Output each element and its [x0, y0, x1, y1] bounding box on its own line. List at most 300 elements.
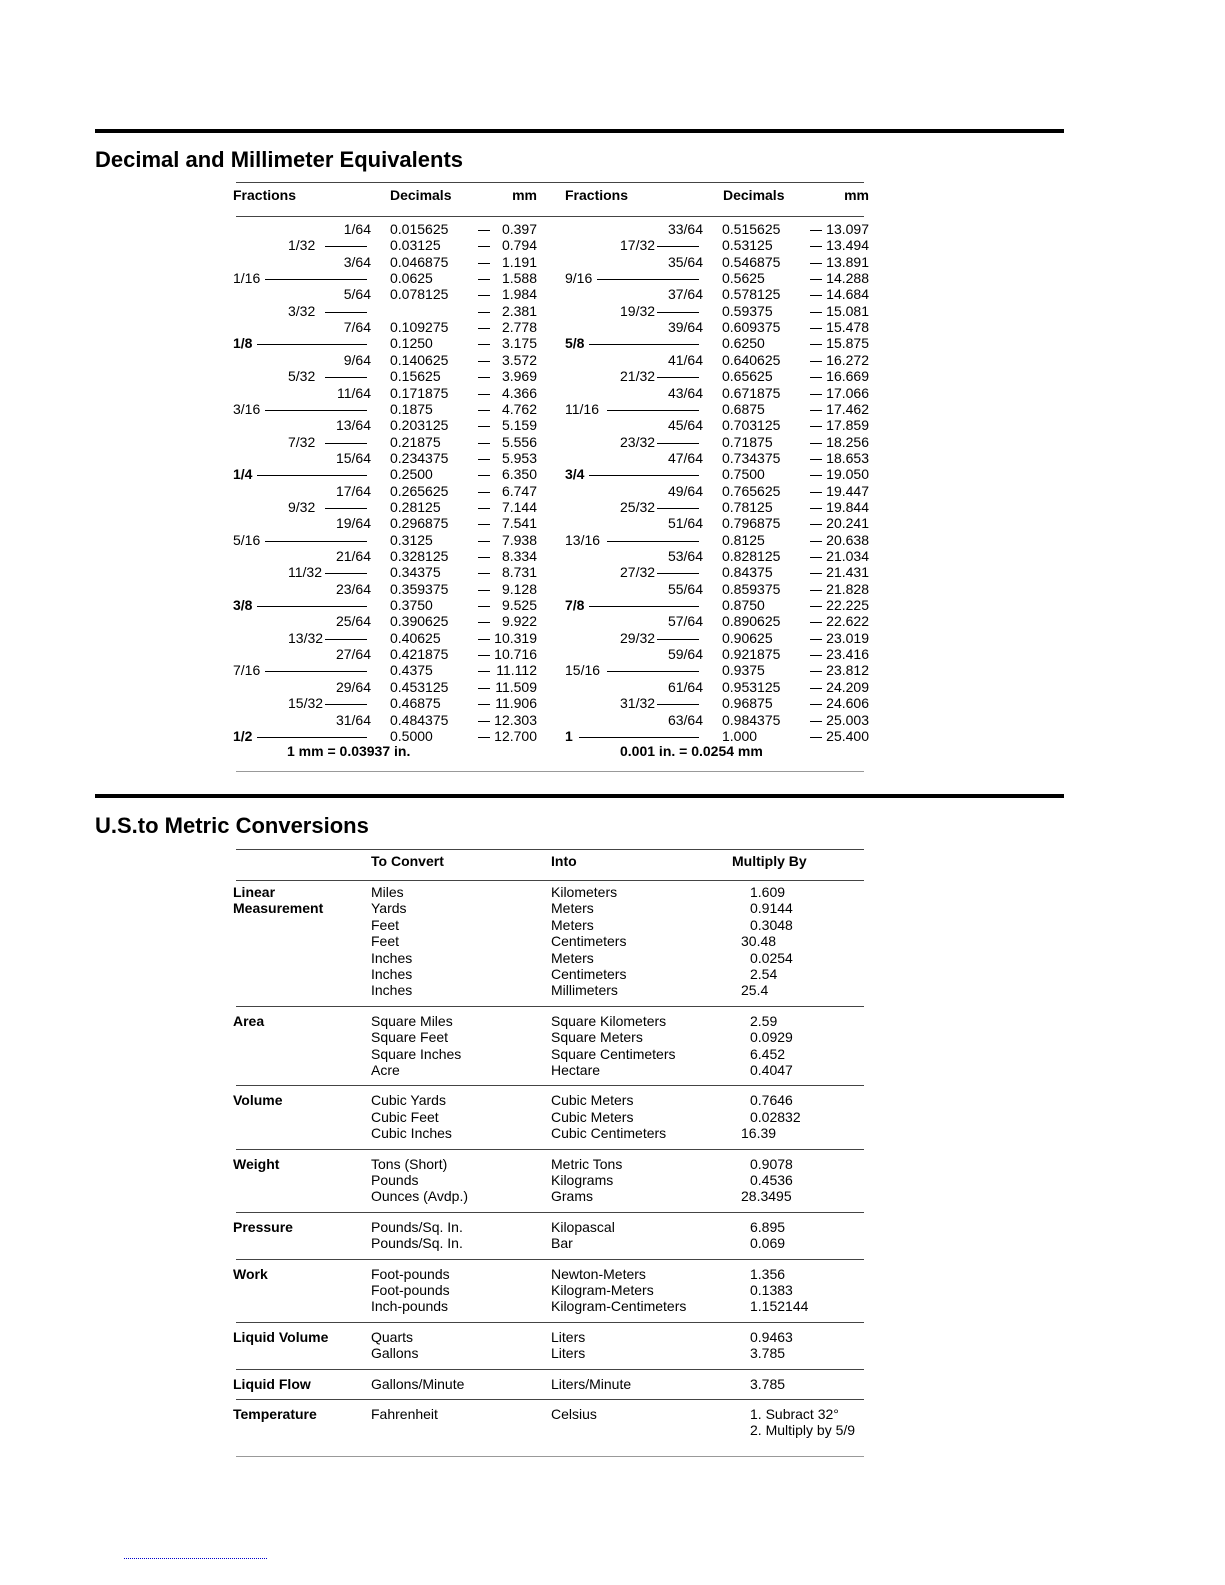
decimal-value: 0.421875: [390, 646, 449, 663]
convert-into: Celsius: [551, 1406, 597, 1422]
dash: [478, 410, 490, 411]
dash: [478, 328, 490, 329]
convert-into: Centimeters: [551, 933, 627, 950]
mm-value: 20.241: [826, 515, 869, 532]
decimal-value: 0.8750: [722, 597, 765, 614]
dash: [478, 541, 490, 542]
group-divider: [236, 1259, 864, 1260]
convert-into: Square Centimeters: [551, 1045, 676, 1062]
col-header-multiply-by: Multiply By: [732, 853, 807, 869]
leader-line: [325, 639, 367, 640]
dash: [810, 459, 822, 460]
decimal-value: 0.90625: [722, 629, 773, 646]
convert-into: Cubic Meters: [551, 1108, 634, 1125]
convert-from: Gallons: [371, 1345, 419, 1362]
dash: [478, 344, 490, 345]
fraction-label: 13/64: [335, 417, 371, 434]
convert-from: Feet: [371, 916, 400, 933]
mm-value: 13.494: [826, 237, 869, 254]
dash: [478, 524, 490, 525]
category-label: Measurement: [233, 900, 324, 917]
decimal-value: 0.109275: [390, 319, 449, 336]
category-label: Linear: [233, 884, 276, 900]
mm-value: 15.875: [826, 335, 869, 352]
top-rule: [95, 129, 1064, 133]
mm-value: 10.716: [494, 646, 537, 663]
decimal-value: 0.6250: [722, 335, 765, 352]
leader-line: [257, 737, 367, 738]
dash: [810, 328, 822, 329]
decimal-value: 0.9375: [722, 662, 765, 679]
mm-value: 7.541: [501, 515, 537, 532]
convert-into: Meters: [551, 900, 594, 917]
multiply-factor: 0.9144: [750, 900, 793, 917]
fraction-label: 19/64: [335, 515, 371, 532]
decimal-value: 0.859375: [722, 580, 781, 597]
mm-value: 8.731: [501, 564, 537, 581]
decimal-value: 0.7500: [722, 466, 765, 483]
dash: [810, 492, 822, 493]
mm-value: 5.953: [501, 449, 537, 466]
fraction-label: 3/32: [288, 302, 316, 319]
multiply-factor: 0.0929: [750, 1029, 793, 1046]
fraction-label: 21/64: [335, 548, 371, 564]
dash: [478, 557, 490, 558]
multiply-factor: 0.4536: [750, 1172, 793, 1188]
multiply-factor: 2. Multiply by 5/9: [750, 1422, 856, 1439]
fraction-label: 17/64: [335, 482, 371, 499]
dash: [810, 524, 822, 525]
decimal-value: 0.65625: [722, 368, 773, 385]
convert-into: Grams: [551, 1188, 593, 1205]
fraction-label: 33/64: [667, 221, 703, 237]
mm-value: 11.509: [495, 678, 537, 695]
dash: [478, 426, 490, 427]
category-label: Pressure: [233, 1218, 293, 1235]
decimal-value: 0.453125: [390, 678, 449, 695]
table-bottom-rule: [236, 771, 864, 772]
fraction-label: 31/64: [335, 711, 371, 728]
col-header-into: Into: [551, 853, 577, 869]
section-title-decimal: Decimal and Millimeter Equivalents: [95, 147, 464, 172]
fraction-label: 5/32: [288, 368, 316, 385]
dash: [810, 377, 822, 378]
leader-line: [325, 312, 367, 313]
col-header: mm: [844, 187, 869, 203]
fraction-label: 53/64: [667, 548, 703, 564]
dash: [478, 639, 490, 640]
dash: [478, 459, 490, 460]
decimal-value: 0.671875: [722, 384, 781, 401]
leader-line: [257, 344, 367, 345]
decimal-value: 0.484375: [390, 711, 449, 728]
decimal-value: 0.34375: [390, 564, 441, 581]
mm-value: 24.209: [826, 678, 869, 695]
mm-value: 4.366: [501, 384, 537, 401]
convert-from: Inches: [371, 982, 413, 999]
mm-value: 11.112: [496, 662, 537, 679]
multiply-factor: 28.3495: [741, 1188, 792, 1205]
convert-from: Pounds: [371, 1172, 419, 1188]
decimal-value: 0.53125: [722, 237, 773, 254]
decimal-value: 0.078125: [390, 286, 449, 303]
decimal-value: 0.578125: [722, 286, 781, 303]
fraction-label: 37/64: [667, 286, 703, 303]
leader-line: [325, 508, 367, 509]
dash: [810, 263, 822, 264]
dash: [810, 737, 822, 738]
decimal-value: 0.984375: [722, 711, 781, 728]
convert-into: Kilograms: [551, 1172, 614, 1188]
fraction-label: 9/16: [565, 270, 593, 287]
mm-value: 6.350: [501, 466, 537, 483]
mm-value: 20.638: [826, 531, 869, 548]
mm-value: 14.684: [826, 286, 869, 303]
convert-into: Cubic Meters: [551, 1092, 634, 1109]
convert-into: Liters: [551, 1328, 586, 1345]
fraction-label: 27/64: [335, 646, 371, 663]
multiply-factor: 1. Subract 32°: [750, 1406, 839, 1422]
dash: [478, 688, 490, 689]
decimal-value: 0.78125: [722, 498, 773, 515]
convert-from: Square Miles: [371, 1012, 453, 1029]
mm-value: 9.922: [501, 613, 537, 630]
dash: [478, 279, 490, 280]
decimal-value: 0.140625: [390, 351, 449, 368]
decimal-value: 0.953125: [722, 678, 781, 695]
leader-line: [657, 639, 699, 640]
dash: [810, 541, 822, 542]
leader-line: [265, 541, 367, 542]
leader-line: [589, 475, 699, 476]
multiply-factor: 0.0254: [750, 949, 793, 966]
mm-value: 1.984: [501, 286, 537, 303]
multiply-factor: 1.356: [750, 1265, 786, 1282]
dash: [478, 295, 490, 296]
convert-into: Cubic Centimeters: [551, 1125, 667, 1142]
convert-from: Cubic Feet: [371, 1108, 439, 1125]
fraction-label: 25/64: [335, 613, 371, 630]
convert-from: Foot-pounds: [371, 1282, 450, 1298]
footer-dotted-line: [124, 1558, 267, 1559]
mm-value: 1.191: [501, 253, 537, 270]
convert-from: Quarts: [371, 1328, 414, 1345]
dash: [478, 655, 490, 656]
leader-line: [657, 377, 699, 378]
group-divider: [236, 1399, 864, 1400]
mm-value: 19.447: [826, 482, 869, 499]
multiply-factor: 0.1383: [750, 1282, 793, 1298]
mm-value: 12.700: [494, 727, 537, 744]
dash: [478, 377, 490, 378]
decimal-value: 0.2500: [390, 466, 433, 483]
dash: [478, 737, 490, 738]
mm-value: 16.272: [826, 351, 869, 368]
mm-value: 14.288: [826, 270, 869, 287]
decimal-value: 0.609375: [722, 319, 781, 336]
fraction-label: 31/32: [620, 695, 656, 712]
multiply-factor: 0.9463: [750, 1328, 793, 1345]
fraction-label: 43/64: [667, 384, 703, 401]
mm-value: 3.969: [501, 368, 537, 385]
decimal-value: 0.328125: [390, 548, 449, 564]
leader-line: [265, 671, 367, 672]
mm-value: 3.572: [501, 351, 537, 368]
convert-into: Kilogram-Centimeters: [551, 1298, 687, 1315]
dash: [810, 721, 822, 722]
fraction-label: 23/64: [335, 580, 371, 597]
multiply-factor: 1.152144: [750, 1298, 809, 1315]
conv-top-rule: [236, 849, 864, 850]
multiply-factor: 0.7646: [750, 1092, 793, 1109]
decimal-value: 0.84375: [722, 564, 773, 581]
convert-into: Kilogram-Meters: [551, 1282, 654, 1298]
convert-into: Kilometers: [551, 884, 618, 900]
convert-into: Metric Tons: [551, 1155, 623, 1172]
fraction-label: 61/64: [667, 678, 703, 695]
mm-value: 21.431: [826, 564, 869, 581]
decimal-value: 0.390625: [390, 613, 449, 630]
decimal-value: 0.6875: [722, 400, 765, 417]
convert-from: Square Inches: [371, 1045, 462, 1062]
fraction-label: 5/8: [565, 335, 585, 352]
convert-into: Bar: [551, 1235, 573, 1252]
mm-value: 9.525: [501, 597, 537, 614]
decimal-value: 0.203125: [390, 417, 449, 434]
fraction-label: 9/64: [343, 351, 371, 368]
convert-from: Pounds/Sq. In.: [371, 1218, 463, 1235]
convert-from: Miles: [371, 884, 404, 900]
multiply-factor: 25.4: [741, 982, 769, 999]
fraction-label: 29/32: [620, 629, 656, 646]
category-label: Liquid Flow: [233, 1375, 311, 1392]
dash: [478, 704, 490, 705]
fraction-label: 3/4: [565, 466, 585, 483]
convert-into: Liters/Minute: [551, 1375, 632, 1392]
dash: [478, 230, 490, 231]
multiply-factor: 2.59: [750, 1012, 778, 1029]
leader-line: [589, 606, 699, 607]
decimal-value: 0.71875: [722, 433, 773, 450]
convert-into: Liters: [551, 1345, 586, 1362]
leader-line: [597, 279, 699, 280]
mm-value: 25.400: [826, 727, 869, 744]
mm-value: 21.828: [826, 580, 869, 597]
mm-value: 22.622: [826, 613, 869, 630]
mm-value: 15.081: [826, 302, 869, 319]
fraction-label: 49/64: [667, 482, 703, 499]
decimal-value: 0.3125: [390, 531, 433, 548]
convert-from: Square Feet: [371, 1029, 449, 1046]
fraction-label: 5/16: [233, 531, 261, 548]
mm-value: 5.159: [501, 417, 537, 434]
decimal-value: 0.28125: [390, 498, 441, 515]
fraction-label: 57/64: [667, 613, 703, 630]
fraction-label: 29/64: [335, 678, 371, 695]
leader-line: [257, 606, 367, 607]
fraction-label: 21/32: [620, 368, 656, 385]
fraction-label: 1: [565, 727, 573, 744]
leader-line: [579, 737, 699, 738]
category-label: Weight: [233, 1155, 280, 1172]
decimal-value: 0.734375: [722, 449, 781, 466]
fraction-label: 55/64: [667, 580, 703, 597]
leader-line: [325, 443, 367, 444]
fraction-label: 3/64: [343, 253, 371, 270]
dash: [810, 655, 822, 656]
leader-line: [657, 508, 699, 509]
convert-from: Yards: [371, 900, 407, 917]
category-label: Liquid Volume: [233, 1328, 329, 1345]
decimal-value: 0.59375: [722, 302, 773, 319]
group-divider: [236, 1212, 864, 1213]
dash: [810, 230, 822, 231]
dash: [810, 671, 822, 672]
note-inch-to-mm: 0.001 in. = 0.0254 mm: [620, 743, 763, 759]
fraction-label: 19/32: [620, 302, 656, 319]
leader-line: [607, 410, 699, 411]
mm-value: 24.606: [826, 695, 869, 712]
note-mm-to-inch: 1 mm = 0.03937 in.: [287, 743, 411, 759]
conv-header-rule: [236, 880, 864, 881]
col-header: mm: [512, 187, 537, 203]
col-header: Fractions: [233, 187, 297, 203]
fraction-label: 11/16: [565, 400, 599, 417]
convert-from: Pounds/Sq. In.: [371, 1235, 463, 1252]
mm-value: 10.319: [494, 629, 537, 646]
fraction-label: 13/32: [288, 629, 324, 646]
dash: [478, 361, 490, 362]
multiply-factor: 6.452: [750, 1045, 786, 1062]
mm-value: 17.066: [826, 384, 869, 401]
category-label: Volume: [233, 1092, 283, 1109]
decimal-value: 0.5625: [722, 270, 765, 287]
mm-value: 16.669: [826, 368, 869, 385]
group-divider: [236, 1322, 864, 1323]
dash: [810, 394, 822, 395]
leader-line: [657, 443, 699, 444]
convert-into: Meters: [551, 949, 594, 966]
leader-line: [607, 671, 699, 672]
decimal-value: 0.4375: [390, 662, 433, 679]
dash: [810, 639, 822, 640]
mm-value: 6.747: [501, 482, 537, 499]
leader-line: [657, 246, 699, 247]
convert-from: Inches: [371, 949, 413, 966]
leader-line: [265, 410, 367, 411]
mm-value: 15.478: [826, 319, 869, 336]
mm-value: 25.003: [826, 711, 869, 728]
convert-from: Inch-pounds: [371, 1298, 449, 1315]
fraction-label: 41/64: [667, 351, 703, 368]
convert-from: Fahrenheit: [371, 1406, 438, 1422]
dash: [810, 622, 822, 623]
leader-line: [607, 541, 699, 542]
mm-value: 17.859: [826, 417, 869, 434]
multiply-factor: 0.4047: [750, 1062, 793, 1078]
leader-line: [325, 246, 367, 247]
leader-line: [325, 573, 367, 574]
decimal-value: 0.890625: [722, 613, 781, 630]
multiply-factor: 0.069: [750, 1235, 786, 1252]
section-title-conversions: U.S.to Metric Conversions: [95, 813, 369, 838]
mm-value: 4.762: [501, 400, 537, 417]
leader-line: [265, 279, 367, 280]
fraction-label: 7/32: [288, 433, 316, 450]
fraction-label: 63/64: [667, 711, 703, 728]
dash: [810, 704, 822, 705]
mm-value: 13.891: [826, 253, 869, 270]
leader-line: [325, 704, 367, 705]
multiply-factor: 1.609: [750, 884, 786, 900]
decimal-value: 0.515625: [722, 221, 781, 237]
leader-line: [257, 475, 367, 476]
multiply-factor: 0.02832: [750, 1108, 801, 1125]
mm-value: 13.097: [826, 221, 869, 237]
mm-value: 18.256: [826, 433, 869, 450]
col-header: Fractions: [565, 187, 629, 203]
fraction-label: 11/32: [288, 564, 322, 581]
fraction-label: 7/8: [565, 597, 585, 614]
decimal-value: 0.03125: [390, 237, 441, 254]
dash: [810, 443, 822, 444]
decimal-value: 0.0625: [390, 270, 433, 287]
fraction-label: 3/16: [233, 400, 261, 417]
leader-line: [589, 344, 699, 345]
convert-into: Square Kilometers: [551, 1012, 667, 1029]
dash: [810, 246, 822, 247]
fraction-label: 13/16: [565, 531, 601, 548]
group-divider: [236, 1149, 864, 1150]
dash: [478, 475, 490, 476]
dash: [478, 721, 490, 722]
fraction-label: 25/32: [620, 498, 656, 515]
dash: [810, 410, 822, 411]
dash: [810, 590, 822, 591]
decimal-value: 0.234375: [390, 449, 449, 466]
fraction-label: 45/64: [667, 417, 703, 434]
mm-value: 7.938: [501, 531, 537, 548]
fraction-label: 1/2: [233, 727, 253, 744]
fraction-label: 1/32: [288, 237, 316, 254]
fraction-label: 3/8: [233, 597, 253, 614]
fraction-label: 9/32: [288, 498, 316, 515]
dash: [478, 394, 490, 395]
mm-value: 7.144: [501, 498, 537, 515]
mm-value: 23.416: [826, 646, 869, 663]
mm-value: 12.303: [494, 711, 537, 728]
decimal-value: 0.1250: [390, 335, 433, 352]
mm-value: 5.556: [501, 433, 537, 450]
leader-line: [657, 573, 699, 574]
dash: [478, 671, 490, 672]
convert-into: Meters: [551, 916, 594, 933]
multiply-factor: 3.785: [750, 1375, 786, 1392]
fraction-label: 11/64: [337, 384, 371, 401]
fraction-label: 7/64: [343, 319, 371, 336]
table-top-rule: [236, 182, 864, 183]
fraction-label: 15/16: [565, 662, 601, 679]
fraction-label: 35/64: [667, 253, 703, 270]
decimal-value: 0.46875: [390, 695, 441, 712]
multiply-factor: 30.48: [741, 933, 777, 950]
dash: [478, 590, 490, 591]
convert-into: Square Meters: [551, 1029, 643, 1046]
convert-from: Acre: [371, 1062, 400, 1078]
dash: [810, 344, 822, 345]
fraction-label: 15/32: [288, 695, 324, 712]
decimal-value: 0.765625: [722, 482, 781, 499]
